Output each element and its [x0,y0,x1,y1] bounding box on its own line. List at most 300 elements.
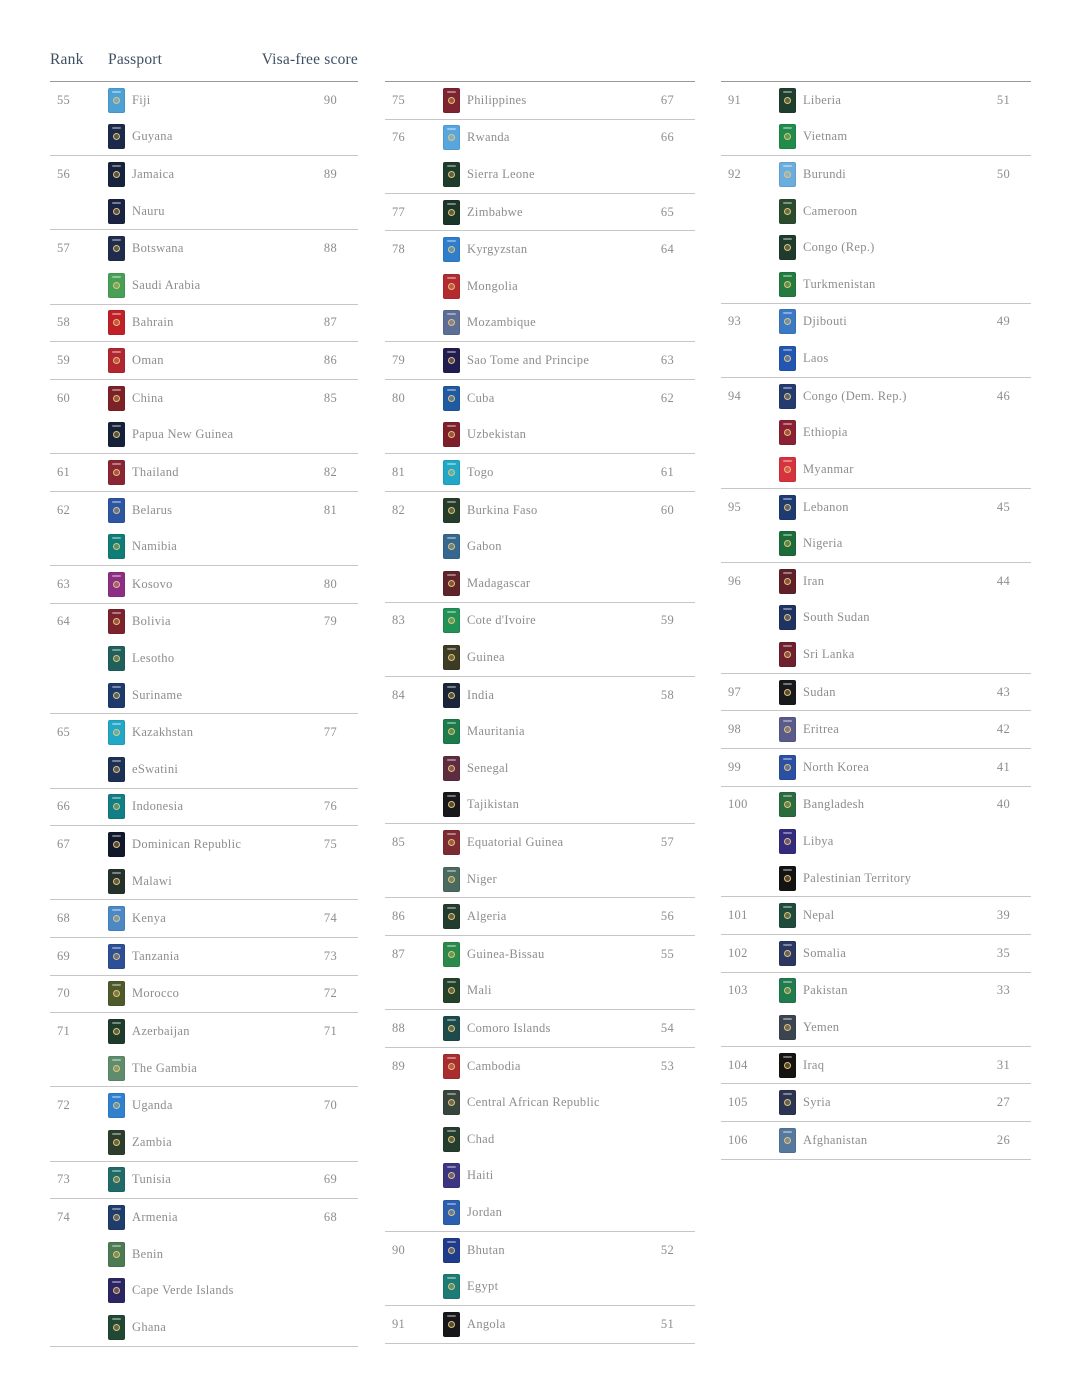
rank-value: 83 [392,613,406,628]
passport-cover-icon [108,236,125,261]
country-name: Guinea [467,649,505,664]
rank-group-98 [721,711,1031,749]
country-name: Lesotho [132,650,175,665]
passport-cover-icon [443,904,460,929]
rank-value: 87 [392,946,406,961]
country-name: Madagascar [467,575,531,590]
rank-group-99 [721,749,1031,787]
passport-icon-cell [108,124,132,149]
country-name: Tanzania [132,948,180,963]
passport-row [385,1269,695,1306]
rank-group-68 [50,900,358,938]
passport-cover-icon [779,162,796,187]
passport-row [50,826,358,863]
passport-cover-icon [443,1200,460,1225]
passport-cover-icon [443,125,460,150]
rank-value: 59 [57,353,71,368]
passport-cover-icon [443,460,460,485]
country-name: Philippines [467,92,527,107]
rank-rows [385,82,695,1344]
rank-group-91 [385,1306,695,1344]
rank-value: 56 [57,167,71,182]
country-name: Burkina Faso [467,502,538,517]
passport-cover-icon [443,1238,460,1263]
rank-group-77 [385,194,695,232]
country-name: Malawi [132,873,172,888]
country-name: Uzbekistan [467,427,527,442]
country-name: Suriname [132,687,183,702]
passport-row [385,194,695,231]
country-name: Guinea-Bissau [467,946,545,961]
country-name: Pakistan [803,983,848,998]
passport-icon-cell [443,125,467,150]
passport-row [50,789,358,826]
visa-free-score-value: 77 [323,725,337,740]
visa-free-score-column-header: Visa-free score [261,51,358,68]
rank-value: 97 [728,684,742,699]
visa-free-score-value: 59 [660,613,674,628]
passport-cover-icon [779,792,796,817]
passport-icon-cell [443,719,467,744]
rank-value: 77 [392,204,406,219]
visa-free-score-value: 44 [996,573,1010,588]
passport-row [50,454,358,491]
passport-icon-cell [779,755,803,780]
rank-value: 104 [728,1057,748,1072]
passport-cover-icon [779,680,796,705]
passport-row [385,750,695,787]
passport-icon-cell [108,310,132,335]
rank-value: 103 [728,983,748,998]
passport-row [50,156,358,193]
visa-free-score-value: 60 [660,502,674,517]
passport-row [50,640,358,677]
country-name: Jamaica [132,167,175,182]
passport-cover-icon [108,1278,125,1303]
rank-value: 99 [728,759,742,774]
passport-row [50,976,358,1013]
passport-row [385,787,695,824]
passport-cover-icon [779,124,796,149]
passport-cover-icon [443,608,460,633]
passport-row [721,823,1031,860]
passport-row [721,935,1031,972]
rank-value: 84 [392,687,406,702]
rank-value: 94 [728,388,742,403]
passport-icon-cell [108,869,132,894]
rank-value: 92 [728,167,742,182]
passport-cover-icon [779,717,796,742]
passport-icon-cell [108,906,132,931]
passport-cover-icon [443,867,460,892]
rank-value: 58 [57,315,71,330]
passport-cover-icon [108,720,125,745]
passport-icon-cell [108,162,132,187]
rank-value: 93 [728,314,742,329]
passport-icon-cell [108,386,132,411]
rank-column-header: Rank [50,51,84,68]
visa-free-score-value: 75 [323,836,337,851]
passport-icon-cell [443,348,467,373]
passport-icon-cell [443,867,467,892]
country-name: Botswana [132,241,184,256]
country-name: Rwanda [467,130,510,145]
rank-value: 89 [392,1058,406,1073]
rank-group-83 [385,603,695,677]
country-name: Sierra Leone [467,167,535,182]
passport-cover-icon [108,646,125,671]
passport-row [385,1010,695,1047]
passport-cover-icon [779,642,796,667]
rank-group-56 [50,156,358,230]
passport-icon-cell [108,422,132,447]
passport-icon-cell [443,1090,467,1115]
passport-icon-cell [779,235,803,260]
country-name: Cambodia [467,1058,521,1073]
rank-group-91 [721,82,1031,156]
country-name: Kazakhstan [132,725,194,740]
passport-icon-cell [108,88,132,113]
passport-row [721,304,1031,341]
rank-group-69 [50,938,358,976]
passport-row [50,193,358,230]
rank-value: 64 [57,614,71,629]
passport-cover-icon [779,346,796,371]
rank-value: 67 [57,836,71,851]
visa-free-score-value: 64 [660,242,674,257]
country-name: Nauru [132,203,165,218]
rank-group-57 [50,230,358,304]
rank-value: 88 [392,1021,406,1036]
passport-cover-icon [443,978,460,1003]
passport-icon-cell [108,1019,132,1044]
passport-cover-icon [108,498,125,523]
country-name: Palestinian Territory [803,870,912,885]
passport-row [385,231,695,268]
rank-group-81 [385,454,695,492]
passport-cover-icon [779,272,796,297]
passport-icon-cell [443,310,467,335]
passport-row [721,897,1031,934]
visa-free-score-value: 41 [996,759,1010,774]
passport-icon-cell [108,1167,132,1192]
passport-cover-icon [108,199,125,224]
country-name: Cuba [467,390,495,405]
rank-value: 72 [57,1098,71,1113]
visa-free-score-value: 76 [323,799,337,814]
visa-free-score-value: 51 [660,1316,674,1331]
passport-icon-cell [779,346,803,371]
country-name: Egypt [467,1279,499,1294]
visa-free-score-value: 69 [323,1172,337,1187]
country-name: Syria [803,1095,831,1110]
passport-icon-cell [779,717,803,742]
passport-icon-cell [443,792,467,817]
passport-cover-icon [108,1130,125,1155]
passport-icon-cell [779,272,803,297]
visa-free-score-value: 87 [323,315,337,330]
visa-free-score-value: 89 [323,167,337,182]
passport-icon-cell [779,88,803,113]
rank-value: 81 [392,464,406,479]
passport-row [721,563,1031,600]
visa-free-score-value: 86 [323,353,337,368]
passport-row [721,414,1031,451]
visa-free-score-value: 61 [660,464,674,479]
passport-icon-cell [443,608,467,633]
country-name: Central African Republic [467,1095,600,1110]
rank-group-82 [385,492,695,603]
rank-value: 78 [392,242,406,257]
passport-row [721,525,1031,562]
visa-free-score-value: 85 [323,390,337,405]
passport-icon-cell [443,200,467,225]
passport-cover-icon [443,1312,460,1337]
visa-free-score-value: 62 [660,390,674,405]
passport-icon-cell [108,1093,132,1118]
rank-value: 80 [392,390,406,405]
passport-icon-cell [779,569,803,594]
passport-cover-icon [779,569,796,594]
country-name: Thailand [132,464,179,479]
passport-icon-cell [443,274,467,299]
rank-group-94 [721,378,1031,489]
passport-icon-cell [108,199,132,224]
visa-free-score-value: 74 [323,911,337,926]
passport-cover-icon [443,162,460,187]
passport-row [50,1236,358,1273]
passport-row [721,674,1031,711]
passport-row [721,1047,1031,1084]
passport-row [385,824,695,861]
passport-row [50,342,358,379]
passport-cover-icon [443,792,460,817]
visa-free-score-value: 33 [996,983,1010,998]
passport-cover-icon [108,460,125,485]
passport-cover-icon [779,309,796,334]
passport-row [385,82,695,119]
passport-cover-icon [443,1016,460,1041]
passport-icon-cell [779,1128,803,1153]
visa-free-score-value: 79 [323,614,337,629]
passport-icon-cell [108,832,132,857]
passport-row [50,119,358,156]
passport-cover-icon [779,755,796,780]
rank-value: 75 [392,92,406,107]
visa-free-score-value: 90 [323,92,337,107]
passport-row [385,342,695,379]
visa-free-score-value: 70 [323,1098,337,1113]
passport-row [385,156,695,193]
rank-group-104 [721,1047,1031,1085]
passport-row [385,380,695,417]
rank-group-65 [50,714,358,788]
rank-value: 76 [392,130,406,145]
passport-row [721,636,1031,673]
rank-group-86 [385,898,695,936]
country-name: Sri Lanka [803,646,855,661]
passport-row [50,751,358,788]
country-name: Oman [132,353,164,368]
visa-free-score-value: 52 [660,1242,674,1257]
passport-cover-icon [443,237,460,262]
country-name: Zambia [132,1134,172,1149]
country-name: Kyrgyzstan [467,242,528,257]
passport-cover-icon [443,1090,460,1115]
visa-free-score-value: 26 [996,1132,1010,1147]
passport-icon-cell [443,1016,467,1041]
passport-row [50,528,358,565]
passport-index-table [50,0,1031,1347]
passport-row [50,380,358,417]
passport-cover-icon [443,1274,460,1299]
rank-group-102 [721,935,1031,973]
country-name: Kosovo [132,576,173,591]
passport-icon-cell [108,572,132,597]
passport-row [50,714,358,751]
passport-icon-cell [443,1238,467,1263]
table-header [50,0,358,82]
passport-row [721,489,1031,526]
passport-cover-icon [443,571,460,596]
country-name: Papua New Guinea [132,427,234,442]
country-name: Mali [467,983,492,998]
passport-icon-cell [779,1015,803,1040]
passport-cover-icon [779,829,796,854]
passport-icon-cell [443,830,467,855]
passport-cover-icon [779,605,796,630]
rank-value: 96 [728,573,742,588]
passport-cover-icon [108,1315,125,1340]
passport-row [50,900,358,937]
passport-icon-cell [443,237,467,262]
passport-row [50,1273,358,1310]
passport-icon-cell [108,981,132,1006]
passport-cover-icon [108,572,125,597]
country-name: Iraq [803,1057,825,1072]
country-name: Belarus [132,502,173,517]
rank-group-55 [50,82,358,156]
country-name: Liberia [803,92,842,107]
passport-cover-icon [779,1015,796,1040]
passport-icon-cell [779,531,803,556]
passport-row [385,1158,695,1195]
passport-row [721,451,1031,488]
rank-value: 90 [392,1242,406,1257]
country-name: Armenia [132,1210,178,1225]
passport-icon-cell [779,199,803,224]
passport-row [721,229,1031,266]
passport-row [385,1121,695,1158]
passport-cover-icon [443,88,460,113]
rank-group-63 [50,566,358,604]
country-name: Vietnam [803,129,848,144]
rank-group-92 [721,156,1031,303]
visa-free-score-value: 42 [996,722,1010,737]
passport-row [385,1306,695,1343]
rank-group-80 [385,380,695,454]
country-name: Bangladesh [803,797,865,812]
visa-free-score-value: 63 [660,353,674,368]
rank-value: 62 [57,502,71,517]
passport-icon-cell [779,457,803,482]
passport-cover-icon [108,981,125,1006]
country-name: Sudan [803,684,836,699]
passport-row [50,1124,358,1161]
country-name: Somalia [803,945,847,960]
passport-icon-cell [108,1315,132,1340]
rank-group-90 [385,1232,695,1306]
country-name: Myanmar [803,461,854,476]
visa-free-score-value: 81 [323,502,337,517]
passport-icon-cell [443,1200,467,1225]
passport-cover-icon [108,683,125,708]
passport-row [385,305,695,342]
passport-row [721,340,1031,377]
visa-free-score-value: 54 [660,1021,674,1036]
passport-cover-icon [108,1093,125,1118]
visa-free-score-value: 46 [996,388,1010,403]
passport-icon-cell [443,942,467,967]
country-name: Nepal [803,908,835,923]
passport-row [385,1084,695,1121]
rank-group-101 [721,897,1031,935]
rank-value: 71 [57,1024,71,1039]
passport-cover-icon [779,88,796,113]
rank-value: 63 [57,576,71,591]
passport-row [721,156,1031,193]
passport-row [721,378,1031,415]
country-name: Tunisia [132,1172,172,1187]
passport-row [385,861,695,898]
passport-cover-icon [443,348,460,373]
passport-row [385,603,695,640]
passport-row [385,416,695,453]
visa-free-score-value: 66 [660,130,674,145]
rank-group-103 [721,973,1031,1047]
passport-row [385,639,695,676]
table-header-spacer [721,0,1031,82]
rank-group-71 [50,1013,358,1087]
passport-cover-icon [779,495,796,520]
country-name: Zimbabwe [467,204,523,219]
country-name: Algeria [467,909,507,924]
visa-free-score-value: 82 [323,464,337,479]
passport-icon-cell [443,534,467,559]
country-name: Namibia [132,539,178,554]
visa-free-score-value: 53 [660,1058,674,1073]
rank-group-76 [385,120,695,194]
rank-value: 101 [728,908,748,923]
rank-value: 82 [392,502,406,517]
country-name: eSwatini [132,761,179,776]
passport-cover-icon [443,274,460,299]
passport-icon-cell [443,756,467,781]
passport-cover-icon [443,645,460,670]
passport-cover-icon [108,1056,125,1081]
passport-cover-icon [108,310,125,335]
visa-free-score-value: 27 [996,1095,1010,1110]
passport-icon-cell [779,680,803,705]
country-name: Guyana [132,129,173,144]
rank-value: 85 [392,834,406,849]
rank-group-70 [50,976,358,1014]
rank-column-3 [721,0,1031,1347]
passport-icon-cell [443,88,467,113]
passport-cover-icon [108,869,125,894]
visa-free-score-value: 56 [660,909,674,924]
passport-row [50,863,358,900]
